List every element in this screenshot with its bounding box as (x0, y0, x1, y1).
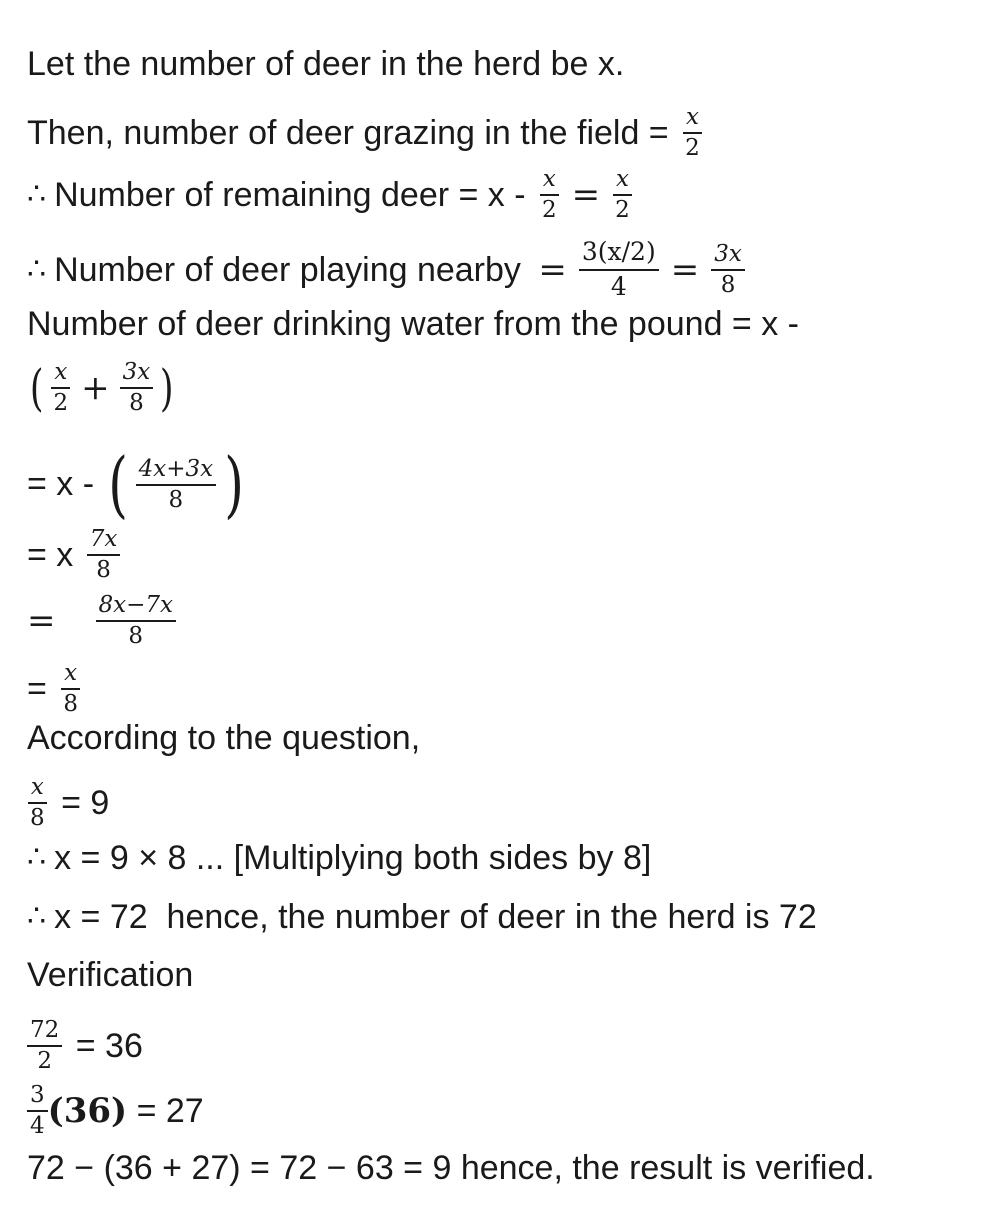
equals-36-text: = 36 (66, 1026, 143, 1065)
x-over-8-line (27, 660, 85, 717)
verify-playing-line (27, 1082, 204, 1139)
result-line (27, 1148, 875, 1188)
combine-line: = x - ( $\frac{4x+3x}{8}$ ) (27, 442, 244, 526)
fraction-x-over-2: $\frac{x}{2}$ (682, 104, 703, 161)
fraction-x-over-8: $\frac{x}{8}$ (60, 660, 81, 717)
fraction-3x-over-8: $\frac{3x}{8}$ (120, 359, 154, 416)
remaining-text: Number of remaining deer = x - (54, 175, 536, 214)
statement-text: Let the number of deer in the herd be x. (27, 45, 625, 83)
fraction-8x-minus-7x-over-8: $\frac{8x-7x}{8}$ (96, 592, 176, 649)
equals-text: = (27, 669, 57, 708)
seven-x-text: = x (27, 535, 83, 574)
fraction-x-over-2: $\frac{x}{2}$ (612, 166, 633, 223)
drinking-text: Number of deer drinking water from the pound = x - (27, 305, 799, 343)
result-text: 72 − (36 + 27) = 72 − 63 = 9 hence, the result is verified. (27, 1149, 875, 1187)
sum-parenthesis-line: ( $\frac{x}{2}$ + $\frac{3x}{8}$ ) (29, 358, 174, 417)
equals-27-text: = 27 (127, 1091, 204, 1130)
according-text: According to the question, (27, 719, 421, 757)
fraction-3-x-half-over-4: $\frac{3(x/2)}{4}$ (579, 237, 659, 302)
playing-line: ∴ Number of deer playing nearby = $\frac{3(x/2)}{4}$ = $\frac{3x}{8}$ (27, 237, 749, 302)
verify-half-line (27, 1017, 143, 1074)
equation-line (27, 774, 109, 831)
fraction-x-over-2: $\frac{x}{2}$ (539, 166, 560, 223)
combine-text: = x - (27, 465, 104, 503)
according-line (27, 718, 420, 758)
verification-heading (27, 955, 193, 995)
fraction-3-over-4: $\frac{3}{4}$ (27, 1082, 48, 1139)
answer-line (27, 897, 817, 937)
fraction-x-over-8: $\frac{x}{8}$ (27, 774, 48, 831)
therefore-symbol: ∴ (27, 252, 45, 286)
thirty-six-term: (36) (47, 1090, 128, 1131)
grazing-text: Then, number of deer grazing in the field = (27, 113, 679, 152)
fraction-x-over-2: $\frac{x}{2}$ (51, 359, 72, 416)
playing-text: Number of deer playing nearby (54, 250, 531, 289)
therefore-symbol: ∴ (27, 900, 45, 933)
fraction-4x-plus-3x-over-8: $\frac{4x+3x}{8}$ (136, 456, 216, 513)
fraction-7x-over-8: $\frac{7x}{8}$ (87, 526, 121, 583)
remaining-line: ∴ Number of remaining deer = x - $\frac{x}{2}$ = $\frac{x}{2}$ (27, 166, 637, 223)
difference-line: = $\frac{8x-7x}{8}$ (27, 592, 180, 649)
drinking-line (27, 304, 799, 344)
equals-nine-text: = 9 (51, 783, 110, 822)
grazing-line (27, 104, 707, 161)
multiply-line (27, 838, 651, 878)
multiply-text: x = 9 × 8 ... [Multiplying both sides by 8] (54, 839, 652, 877)
answer-text: x = 72 hence, the number of deer in the herd is 72 (54, 898, 817, 936)
therefore-symbol: ∴ (27, 177, 45, 211)
seven-x-line (27, 526, 124, 583)
statement-line (27, 44, 624, 84)
therefore-symbol: ∴ (27, 841, 45, 874)
verification-text: Verification (27, 956, 194, 994)
fraction-72-over-2: $\frac{72}{2}$ (27, 1017, 62, 1074)
fraction-3x-over-8: $\frac{3x}{8}$ (711, 241, 745, 298)
